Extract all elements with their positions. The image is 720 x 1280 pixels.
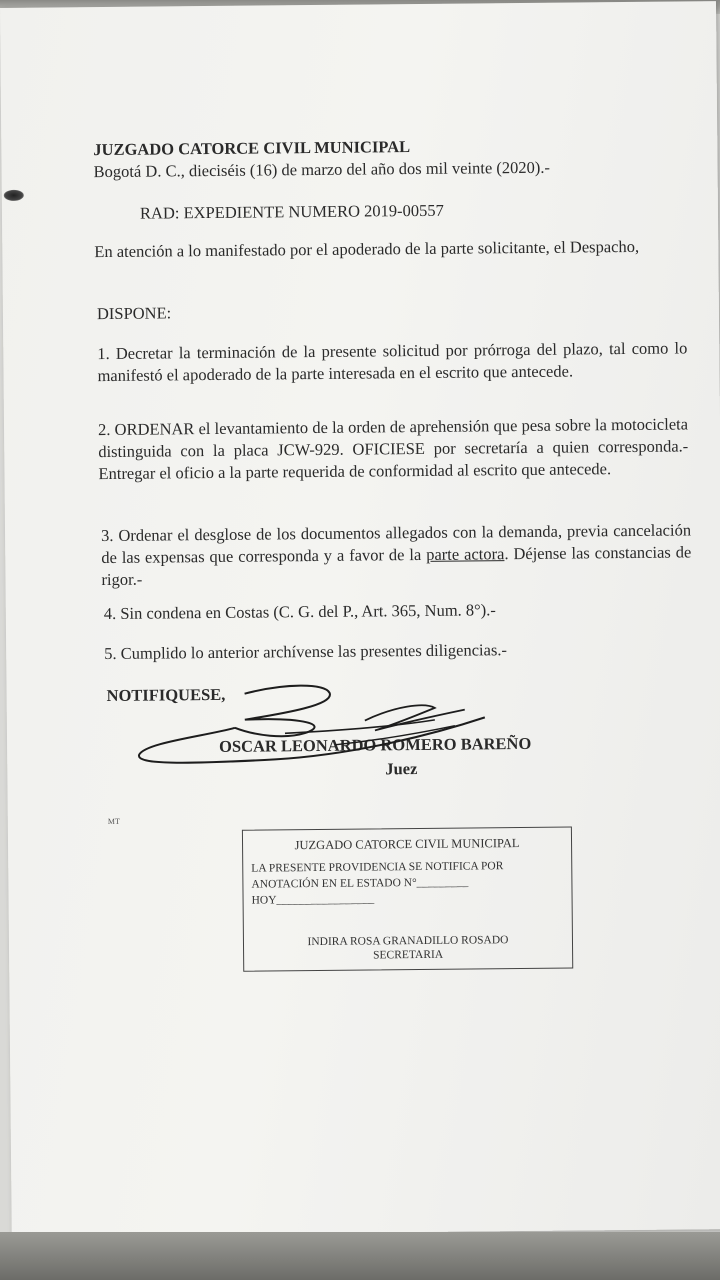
court-name: JUZGADO CATORCE CIVIL MUNICIPAL [93, 137, 411, 160]
case-number: RAD: EXPEDIENTE NUMERO 2019-00557 [139, 200, 444, 223]
background-bottom [0, 1232, 720, 1280]
punch-hole [4, 190, 24, 201]
item-3-underlined: parte actora [426, 544, 505, 564]
stamp-secretary-title: SECRETARIA [373, 948, 444, 962]
stamp-line-3: HOY_________________ [251, 893, 375, 907]
stamp-line-1: LA PRESENTE PROVIDENCIA SE NOTIFICA POR [251, 860, 504, 875]
judge-name: OSCAR LEONARDO ROMERO BAREÑO [219, 733, 532, 756]
notification-stamp [242, 827, 573, 972]
item-2: 2. ORDENAR el levantamiento de la orden de aprehensión que pesa sobre la motocicleta distinguida con la placa JCW-929. OFICIESE por secretaría a quien corresponda.- Entregar el oficio a la parte requerida de conformidad al escrito que antecede. [97, 414, 689, 484]
item-3-text: 3. Ordenar el desglose de los documentos allegados con la demanda, previa cancelación de las expensas que corresponda y a favor de la [100, 520, 692, 568]
judge-title: Juez [385, 759, 418, 779]
signature-mark [134, 673, 505, 777]
document-page [0, 1, 720, 1236]
item-5: 5. Cumplido lo anterior archívense las presentes diligencias.- [104, 640, 508, 664]
item-3 [101, 519, 692, 591]
date-line: Bogotá D. C., dieciséis (16) de marzo del año dos mil veinte (2020).- [93, 157, 551, 182]
item-1: 1. Decretar la terminación de la presente solicitud por prórroga del plazo, tal como lo manifestó el apoderado de la parte interesada en el escrito que antecede. [97, 338, 688, 386]
dispone-heading: DISPONE: [96, 303, 172, 324]
stamp-title: JUZGADO CATORCE CIVIL MUNICIPAL [294, 836, 520, 853]
item-3-tail: . Déjense las constancias de rigor.- [101, 542, 692, 590]
notify-heading: NOTIFIQUESE, [106, 684, 226, 706]
item-4: 4. Sin condena en Costas (C. G. del P., Art. 365, Num. 8°).- [103, 600, 496, 624]
intro-paragraph: En atención a lo manifestado por el apoderado de la parte solicitante, el Despacho, [94, 236, 640, 262]
initials: MT [107, 816, 120, 827]
stamp-secretary-name: INDIRA ROSA GRANADILLO ROSADO [307, 934, 509, 949]
stamp-line-2: ANOTACIÓN EN EL ESTADO N°_________ [251, 876, 469, 891]
